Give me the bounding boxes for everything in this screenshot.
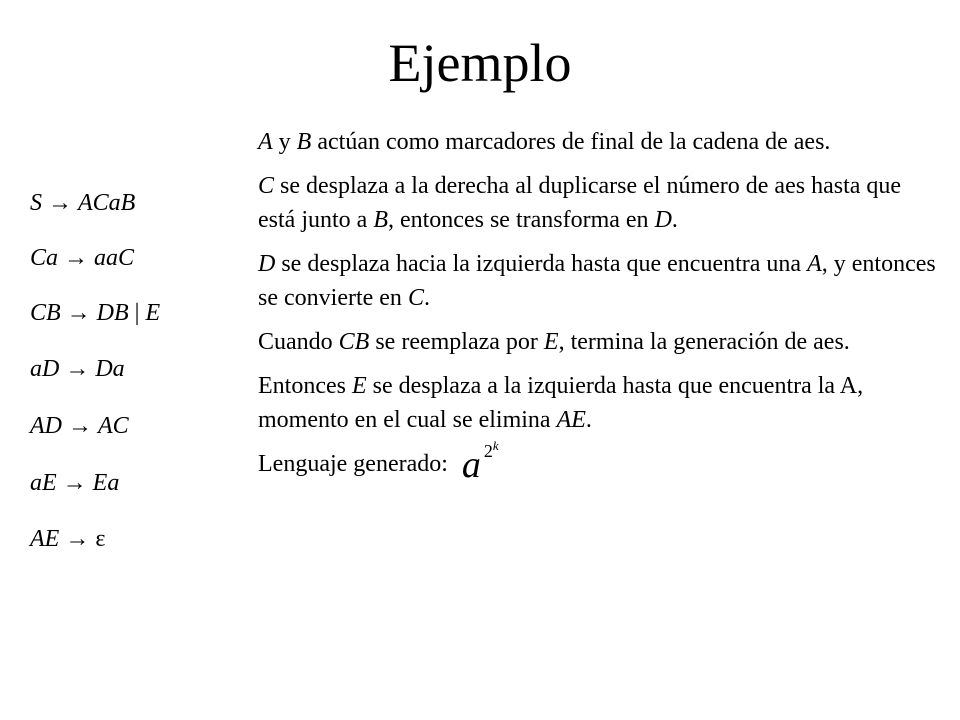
rule-3 bbox=[30, 300, 160, 327]
arrow-icon: → bbox=[65, 526, 90, 552]
var: D bbox=[654, 207, 672, 233]
rule-lhs: S bbox=[30, 190, 42, 216]
rule-rhs: ACaB bbox=[78, 190, 136, 216]
text: se desplaza a la izquierda hasta que encuentra la A, momento en el cual se elimina bbox=[258, 373, 864, 433]
text: Entonces bbox=[258, 373, 352, 399]
var: E bbox=[543, 329, 559, 355]
exponent-base: 2 bbox=[483, 441, 493, 461]
var: B bbox=[296, 129, 312, 155]
arrow-icon: → bbox=[62, 470, 87, 496]
rule-lhs: AE bbox=[30, 526, 60, 552]
rule-5 bbox=[30, 413, 129, 440]
slide-title: Ejemplo bbox=[388, 33, 572, 93]
var: A bbox=[807, 251, 822, 277]
var: AE bbox=[556, 407, 586, 433]
var: D bbox=[258, 251, 276, 277]
rule-lhs: aE bbox=[30, 470, 57, 496]
rule-rhs: Da bbox=[95, 356, 125, 382]
rule-2 bbox=[30, 245, 134, 272]
paragraph-e-moves bbox=[258, 369, 938, 437]
text: se desplaza a la derecha al duplicarse el número de aes hasta que está junto a bbox=[258, 173, 902, 233]
arrow-icon: → bbox=[68, 413, 92, 439]
text: Cuando bbox=[258, 329, 339, 355]
text: . bbox=[671, 207, 678, 233]
paragraph-cb-replaced bbox=[258, 325, 938, 359]
rule-rhs: Ea bbox=[92, 470, 120, 496]
var: E bbox=[351, 373, 367, 399]
paragraph-c-moves bbox=[258, 169, 938, 237]
alternative-separator: | bbox=[134, 300, 140, 326]
var: B bbox=[373, 207, 388, 233]
rule-4 bbox=[30, 356, 125, 383]
rule-lhs: AD bbox=[30, 413, 62, 439]
text: actúan como marcadores de final de la cadena de aes. bbox=[311, 129, 831, 155]
text: , y entonces se convierte en bbox=[258, 251, 936, 311]
text: . bbox=[423, 285, 430, 311]
rule-rhs-alt: E bbox=[145, 300, 161, 326]
arrow-icon: → bbox=[65, 356, 90, 382]
rule-1 bbox=[30, 190, 135, 217]
text: se desplaza hacia la izquierda hasta que encuentra una bbox=[275, 251, 808, 277]
language-formula bbox=[461, 438, 499, 486]
formula-exponent bbox=[484, 434, 499, 470]
text: se reemplaza por bbox=[369, 329, 544, 355]
text: Lenguaje generado: bbox=[258, 451, 448, 477]
rule-lhs: Ca bbox=[30, 245, 59, 271]
var: C bbox=[407, 285, 424, 311]
rule-rhs: aaC bbox=[94, 245, 135, 271]
text: , termina la generación de aes. bbox=[558, 329, 850, 355]
paragraph-markers bbox=[258, 125, 938, 159]
arrow-icon: → bbox=[64, 245, 89, 271]
text: , entonces se transforma en bbox=[387, 207, 655, 233]
var: C bbox=[258, 173, 275, 199]
rule-7 bbox=[30, 526, 105, 553]
rule-lhs: CB bbox=[30, 300, 61, 326]
var: A bbox=[258, 129, 273, 155]
rule-6 bbox=[30, 470, 119, 497]
exponent-power: k bbox=[492, 438, 499, 453]
arrow-icon: → bbox=[66, 300, 91, 326]
paragraph-d-moves bbox=[258, 247, 938, 315]
text: . bbox=[585, 407, 592, 433]
paragraph-language bbox=[258, 438, 938, 486]
rule-rhs: DB bbox=[96, 300, 129, 326]
text: y bbox=[272, 129, 297, 155]
var: CB bbox=[338, 329, 370, 355]
explanation-text bbox=[258, 125, 938, 492]
arrow-icon: → bbox=[48, 190, 72, 216]
formula-base: a bbox=[461, 444, 481, 486]
rule-rhs: AC bbox=[98, 413, 129, 439]
rule-lhs: aD bbox=[30, 356, 60, 382]
rule-rhs: ε bbox=[95, 526, 106, 552]
